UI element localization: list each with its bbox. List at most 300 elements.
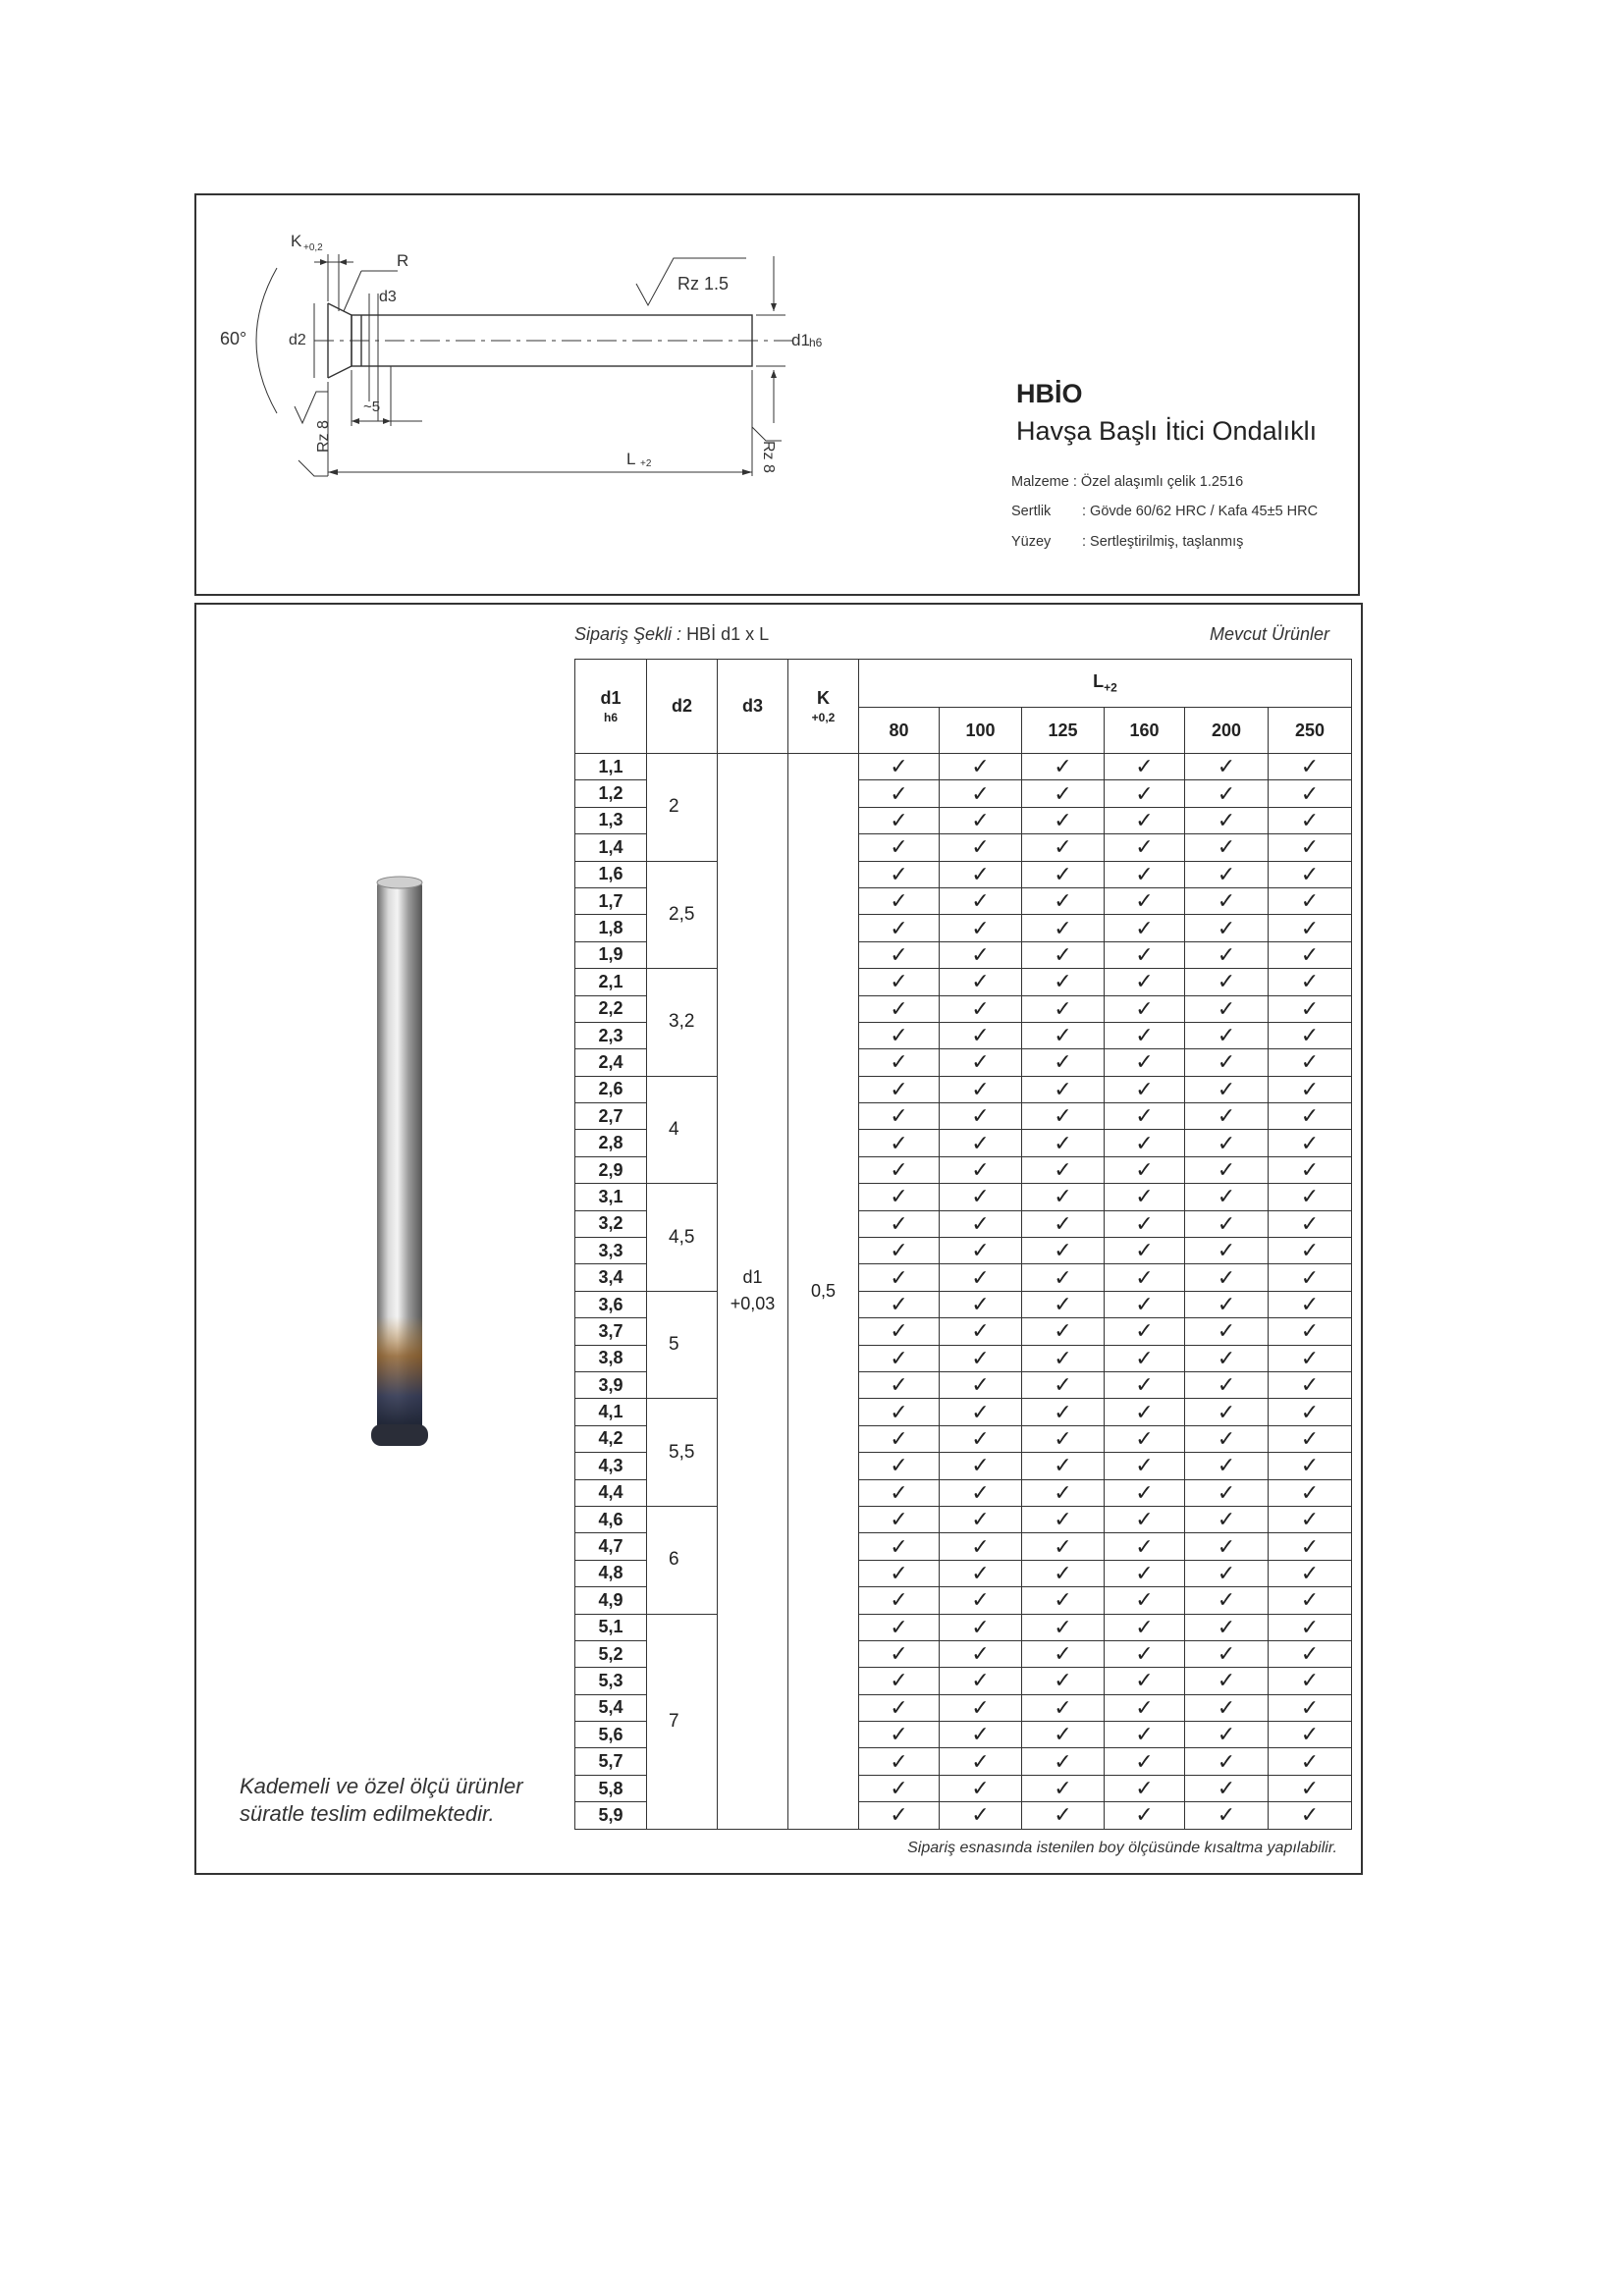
check-icon: ✓ xyxy=(859,1425,940,1452)
check-icon: ✓ xyxy=(940,1802,1022,1829)
header-k-sub: +0,2 xyxy=(811,711,836,724)
check-icon: ✓ xyxy=(859,1103,940,1130)
cell-d1: 4,8 xyxy=(575,1560,647,1586)
check-icon: ✓ xyxy=(1022,1614,1105,1640)
check-icon: ✓ xyxy=(1185,941,1269,968)
cell-d1: 4,9 xyxy=(575,1587,647,1614)
check-icon: ✓ xyxy=(1022,1775,1105,1801)
check-icon: ✓ xyxy=(1269,1238,1352,1264)
check-icon: ✓ xyxy=(859,1533,940,1560)
order-form-value: HBİ d1 x L xyxy=(686,624,770,644)
check-icon: ✓ xyxy=(1185,1533,1269,1560)
check-icon: ✓ xyxy=(940,1479,1022,1506)
check-icon: ✓ xyxy=(1105,1775,1185,1801)
cell-d1: 1,9 xyxy=(575,941,647,968)
product-table-box xyxy=(194,603,1363,1875)
check-icon: ✓ xyxy=(1269,1076,1352,1102)
cell-d1: 4,4 xyxy=(575,1479,647,1506)
check-icon: ✓ xyxy=(1022,1506,1105,1532)
cell-d1: 2,7 xyxy=(575,1103,647,1130)
header-length: 80 xyxy=(859,708,940,754)
spec-material xyxy=(1011,474,1243,490)
check-icon: ✓ xyxy=(1022,780,1105,807)
header-length: 200 xyxy=(1185,708,1269,754)
check-icon: ✓ xyxy=(859,1130,940,1156)
check-icon: ✓ xyxy=(1269,1318,1352,1345)
check-icon: ✓ xyxy=(859,1076,940,1102)
check-icon: ✓ xyxy=(859,995,940,1022)
check-icon: ✓ xyxy=(1022,861,1105,887)
check-icon: ✓ xyxy=(859,1506,940,1532)
check-icon: ✓ xyxy=(940,1184,1022,1210)
check-icon: ✓ xyxy=(1269,1748,1352,1775)
check-icon: ✓ xyxy=(1105,887,1185,914)
cell-d2: 5 xyxy=(647,1291,718,1399)
check-icon: ✓ xyxy=(1105,834,1185,861)
check-icon: ✓ xyxy=(1022,941,1105,968)
check-icon: ✓ xyxy=(940,1291,1022,1317)
check-icon: ✓ xyxy=(1185,1371,1269,1398)
header-d1-label: d1 xyxy=(600,688,622,708)
check-icon: ✓ xyxy=(940,969,1022,995)
cell-d1: 4,7 xyxy=(575,1533,647,1560)
check-icon: ✓ xyxy=(1105,780,1185,807)
cell-d1: 2,4 xyxy=(575,1049,647,1076)
check-icon: ✓ xyxy=(1105,754,1185,780)
check-icon: ✓ xyxy=(1269,995,1352,1022)
cell-d3-line1: d1 xyxy=(742,1267,763,1288)
check-icon: ✓ xyxy=(859,1560,940,1586)
check-icon: ✓ xyxy=(1022,969,1105,995)
check-icon: ✓ xyxy=(940,1076,1022,1102)
check-icon: ✓ xyxy=(1105,1748,1185,1775)
check-icon: ✓ xyxy=(1022,1103,1105,1130)
check-icon: ✓ xyxy=(940,1264,1022,1291)
check-icon: ✓ xyxy=(1185,1748,1269,1775)
check-icon: ✓ xyxy=(1022,1640,1105,1667)
check-icon: ✓ xyxy=(1269,1184,1352,1210)
check-icon: ✓ xyxy=(1185,1479,1269,1506)
check-icon: ✓ xyxy=(859,1022,940,1048)
spec-material-value: : Özel alaşımlı çelik 1.2516 xyxy=(1072,474,1244,490)
check-icon: ✓ xyxy=(940,1722,1022,1748)
check-icon: ✓ xyxy=(1022,1345,1105,1371)
check-icon: ✓ xyxy=(940,1560,1022,1586)
check-icon: ✓ xyxy=(1269,1425,1352,1452)
cell-d3-line2: +0,03 xyxy=(730,1294,776,1314)
check-icon: ✓ xyxy=(1269,887,1352,914)
check-icon: ✓ xyxy=(859,807,940,833)
check-icon: ✓ xyxy=(1269,834,1352,861)
check-icon: ✓ xyxy=(1269,1640,1352,1667)
cell-k: 0,5 xyxy=(788,754,859,1830)
check-icon: ✓ xyxy=(1269,754,1352,780)
check-icon: ✓ xyxy=(859,915,940,941)
check-icon: ✓ xyxy=(859,861,940,887)
product-table-body xyxy=(575,754,1352,1830)
header-length: 100 xyxy=(940,708,1022,754)
check-icon: ✓ xyxy=(1022,1184,1105,1210)
rz8-right-label: Rz 8 xyxy=(760,441,777,473)
check-icon: ✓ xyxy=(859,1694,940,1721)
header-l-sub: +2 xyxy=(1104,680,1117,695)
check-icon: ✓ xyxy=(1185,1587,1269,1614)
check-icon: ✓ xyxy=(1022,1264,1105,1291)
rz15-label: Rz 1.5 xyxy=(677,274,730,294)
check-icon: ✓ xyxy=(1105,1425,1185,1452)
check-icon: ✓ xyxy=(1185,807,1269,833)
check-icon: ✓ xyxy=(1022,1210,1105,1237)
check-icon: ✓ xyxy=(859,834,940,861)
check-icon: ✓ xyxy=(1022,1453,1105,1479)
cell-d1: 3,1 xyxy=(575,1184,647,1210)
angle-label: 60° xyxy=(220,329,247,348)
check-icon: ✓ xyxy=(1022,1694,1105,1721)
check-icon: ✓ xyxy=(859,887,940,914)
check-icon: ✓ xyxy=(859,1640,940,1667)
spec-surface-value: : Sertleştirilmiş, taşlanmış xyxy=(1082,534,1244,550)
cell-d1: 4,2 xyxy=(575,1425,647,1452)
header-k xyxy=(788,660,859,754)
table-row xyxy=(575,1399,1352,1425)
check-icon: ✓ xyxy=(1105,1022,1185,1048)
cell-d1: 2,6 xyxy=(575,1076,647,1102)
header-d2: d2 xyxy=(647,660,718,754)
promo-line-2: süratle teslim edilmektedir. xyxy=(240,1801,495,1826)
cell-d1: 1,8 xyxy=(575,915,647,941)
table-row xyxy=(575,969,1352,995)
check-icon: ✓ xyxy=(1269,1587,1352,1614)
check-icon: ✓ xyxy=(1269,1130,1352,1156)
check-icon: ✓ xyxy=(1022,1156,1105,1183)
cell-d1: 5,8 xyxy=(575,1775,647,1801)
table-row xyxy=(575,1184,1352,1210)
check-icon: ✓ xyxy=(859,1156,940,1183)
check-icon: ✓ xyxy=(940,887,1022,914)
table-row xyxy=(575,1506,1352,1532)
check-icon: ✓ xyxy=(940,915,1022,941)
header-length: 250 xyxy=(1269,708,1352,754)
cell-d2: 2 xyxy=(647,754,718,862)
check-icon: ✓ xyxy=(1105,1156,1185,1183)
check-icon: ✓ xyxy=(859,1371,940,1398)
check-icon: ✓ xyxy=(1185,1722,1269,1748)
check-icon: ✓ xyxy=(1185,1614,1269,1640)
check-icon: ✓ xyxy=(1022,1802,1105,1829)
spec-hardness xyxy=(1011,504,1318,519)
check-icon: ✓ xyxy=(1022,1425,1105,1452)
check-icon: ✓ xyxy=(859,1614,940,1640)
cell-d1: 3,4 xyxy=(575,1264,647,1291)
check-icon: ✓ xyxy=(940,1425,1022,1452)
cell-d1: 2,9 xyxy=(575,1156,647,1183)
check-icon: ✓ xyxy=(1269,1103,1352,1130)
cell-d1: 1,2 xyxy=(575,780,647,807)
check-icon: ✓ xyxy=(940,941,1022,968)
check-icon: ✓ xyxy=(1105,1533,1185,1560)
header-l-label: L xyxy=(1093,671,1105,692)
cell-d2: 7 xyxy=(647,1614,718,1829)
check-icon: ✓ xyxy=(1105,1722,1185,1748)
check-icon: ✓ xyxy=(1022,1587,1105,1614)
check-icon: ✓ xyxy=(1022,887,1105,914)
check-icon: ✓ xyxy=(1105,1399,1185,1425)
check-icon: ✓ xyxy=(859,1587,940,1614)
check-icon: ✓ xyxy=(859,1291,940,1317)
d1-dim-tol: h6 xyxy=(809,336,823,349)
cell-d1: 4,3 xyxy=(575,1453,647,1479)
check-icon: ✓ xyxy=(1022,1722,1105,1748)
check-icon: ✓ xyxy=(1185,780,1269,807)
check-icon: ✓ xyxy=(940,1614,1022,1640)
check-icon: ✓ xyxy=(859,1049,940,1076)
check-icon: ✓ xyxy=(940,1668,1022,1694)
check-icon: ✓ xyxy=(859,1210,940,1237)
check-icon: ✓ xyxy=(1185,887,1269,914)
cell-d1: 2,2 xyxy=(575,995,647,1022)
cell-d1: 2,3 xyxy=(575,1022,647,1048)
check-icon: ✓ xyxy=(1185,1103,1269,1130)
check-icon: ✓ xyxy=(1185,1130,1269,1156)
shortening-note: Sipariş esnasında istenilen boy ölçüsünde kısaltma yapılabilir. xyxy=(907,1840,1337,1856)
check-icon: ✓ xyxy=(1185,1318,1269,1345)
check-icon: ✓ xyxy=(1185,1022,1269,1048)
check-icon: ✓ xyxy=(1105,1668,1185,1694)
check-icon: ✓ xyxy=(859,780,940,807)
check-icon: ✓ xyxy=(1022,1560,1105,1586)
check-icon: ✓ xyxy=(1185,1049,1269,1076)
check-icon: ✓ xyxy=(1105,1506,1185,1532)
check-icon: ✓ xyxy=(1269,941,1352,968)
check-icon: ✓ xyxy=(940,1345,1022,1371)
check-icon: ✓ xyxy=(1269,1722,1352,1748)
header-d3: d3 xyxy=(718,660,788,754)
header-d1-sub: h6 xyxy=(603,711,618,724)
cell-d1: 5,7 xyxy=(575,1748,647,1775)
check-icon: ✓ xyxy=(1185,1453,1269,1479)
spec-hardness-label: Sertlik xyxy=(1011,504,1052,519)
product-header-box xyxy=(194,193,1360,596)
check-icon: ✓ xyxy=(1105,1130,1185,1156)
check-icon: ✓ xyxy=(1022,1318,1105,1345)
check-icon: ✓ xyxy=(1105,1614,1185,1640)
l-dim-tol: +2 xyxy=(640,458,652,469)
cell-d2: 6 xyxy=(647,1506,718,1614)
check-icon: ✓ xyxy=(1269,1345,1352,1371)
check-icon: ✓ xyxy=(1269,915,1352,941)
check-icon: ✓ xyxy=(1022,1022,1105,1048)
check-icon: ✓ xyxy=(1105,807,1185,833)
check-icon: ✓ xyxy=(859,1184,940,1210)
check-icon: ✓ xyxy=(940,1103,1022,1130)
check-icon: ✓ xyxy=(1022,1399,1105,1425)
check-icon: ✓ xyxy=(1185,1640,1269,1667)
check-icon: ✓ xyxy=(859,1399,940,1425)
table-row xyxy=(575,1614,1352,1640)
check-icon: ✓ xyxy=(1022,1238,1105,1264)
order-form-label: Sipariş Şekli : xyxy=(574,624,682,644)
check-icon: ✓ xyxy=(1105,915,1185,941)
check-icon: ✓ xyxy=(859,1318,940,1345)
check-icon: ✓ xyxy=(1105,995,1185,1022)
check-icon: ✓ xyxy=(1105,1076,1185,1102)
check-icon: ✓ xyxy=(940,834,1022,861)
check-icon: ✓ xyxy=(1022,915,1105,941)
check-icon: ✓ xyxy=(859,1264,940,1291)
cell-d1: 5,6 xyxy=(575,1722,647,1748)
check-icon: ✓ xyxy=(859,941,940,968)
check-icon: ✓ xyxy=(1185,1425,1269,1452)
header-length: 125 xyxy=(1022,708,1105,754)
available-products-label: Mevcut Ürünler xyxy=(1209,624,1329,644)
check-icon: ✓ xyxy=(1185,834,1269,861)
check-icon: ✓ xyxy=(1269,1291,1352,1317)
check-icon: ✓ xyxy=(859,1238,940,1264)
check-icon: ✓ xyxy=(1105,1345,1185,1371)
header-l xyxy=(859,660,1352,708)
check-icon: ✓ xyxy=(940,1238,1022,1264)
k-dim-tol: +0,2 xyxy=(303,242,323,253)
check-icon: ✓ xyxy=(1185,969,1269,995)
cell-d1: 4,6 xyxy=(575,1506,647,1532)
table-row xyxy=(575,861,1352,887)
check-icon: ✓ xyxy=(1022,1049,1105,1076)
check-icon: ✓ xyxy=(1269,1533,1352,1560)
check-icon: ✓ xyxy=(1105,861,1185,887)
promo-text xyxy=(240,1773,523,1828)
check-icon: ✓ xyxy=(859,1748,940,1775)
table-row xyxy=(575,1076,1352,1102)
check-icon: ✓ xyxy=(1269,1479,1352,1506)
check-icon: ✓ xyxy=(1185,1345,1269,1371)
check-icon: ✓ xyxy=(1185,1399,1269,1425)
check-icon: ✓ xyxy=(1022,1748,1105,1775)
cell-d1: 1,6 xyxy=(575,861,647,887)
r-dim-label: R xyxy=(397,251,409,270)
product-name: Havşa Başlı İtici Ondalıklı xyxy=(1016,416,1318,446)
check-icon: ✓ xyxy=(1269,1264,1352,1291)
check-icon: ✓ xyxy=(940,1156,1022,1183)
check-icon: ✓ xyxy=(859,1775,940,1801)
cell-d1: 3,3 xyxy=(575,1238,647,1264)
check-icon: ✓ xyxy=(1185,1506,1269,1532)
check-icon: ✓ xyxy=(1105,1694,1185,1721)
check-icon: ✓ xyxy=(1105,1479,1185,1506)
check-icon: ✓ xyxy=(1185,1184,1269,1210)
table-row xyxy=(575,1291,1352,1317)
cell-d1: 3,9 xyxy=(575,1371,647,1398)
check-icon: ✓ xyxy=(1105,1291,1185,1317)
rz8-left-label: Rz 8 xyxy=(315,420,332,453)
check-icon: ✓ xyxy=(859,1479,940,1506)
check-icon: ✓ xyxy=(1185,1210,1269,1237)
check-icon: ✓ xyxy=(859,1453,940,1479)
header-k-label: K xyxy=(817,688,830,708)
cell-d3 xyxy=(718,754,788,1830)
check-icon: ✓ xyxy=(1185,915,1269,941)
header-d1 xyxy=(575,660,647,754)
d2-dim-label: d2 xyxy=(289,332,306,348)
check-icon: ✓ xyxy=(1269,969,1352,995)
check-icon: ✓ xyxy=(1105,1453,1185,1479)
cell-d1: 5,3 xyxy=(575,1668,647,1694)
pin-photo xyxy=(363,875,437,1454)
promo-line-1: Kademeli ve özel ölçü ürünler xyxy=(240,1774,523,1798)
check-icon: ✓ xyxy=(1269,1156,1352,1183)
check-icon: ✓ xyxy=(940,754,1022,780)
check-icon: ✓ xyxy=(940,1640,1022,1667)
check-icon: ✓ xyxy=(940,1506,1022,1532)
check-icon: ✓ xyxy=(1185,1802,1269,1829)
cell-d1: 1,4 xyxy=(575,834,647,861)
cell-d1: 2,1 xyxy=(575,969,647,995)
check-icon: ✓ xyxy=(1269,1614,1352,1640)
check-icon: ✓ xyxy=(940,1533,1022,1560)
check-icon: ✓ xyxy=(1185,1560,1269,1586)
check-icon: ✓ xyxy=(940,1694,1022,1721)
check-icon: ✓ xyxy=(940,1318,1022,1345)
check-icon: ✓ xyxy=(859,754,940,780)
check-icon: ✓ xyxy=(1105,1264,1185,1291)
check-icon: ✓ xyxy=(1105,1802,1185,1829)
check-icon: ✓ xyxy=(1022,807,1105,833)
cell-d1: 3,6 xyxy=(575,1291,647,1317)
check-icon: ✓ xyxy=(940,1453,1022,1479)
check-icon: ✓ xyxy=(1269,1506,1352,1532)
check-icon: ✓ xyxy=(1269,780,1352,807)
product-code: HBİO xyxy=(1016,379,1083,408)
cell-d1: 3,8 xyxy=(575,1345,647,1371)
spec-surface xyxy=(1011,534,1243,550)
check-icon: ✓ xyxy=(1105,1238,1185,1264)
cell-d1: 1,3 xyxy=(575,807,647,833)
cell-d2: 4 xyxy=(647,1076,718,1184)
cell-d1: 3,2 xyxy=(575,1210,647,1237)
check-icon: ✓ xyxy=(859,969,940,995)
check-icon: ✓ xyxy=(1022,1130,1105,1156)
check-icon: ✓ xyxy=(1105,1560,1185,1586)
d1-dim-label: d1 xyxy=(791,331,810,349)
check-icon: ✓ xyxy=(859,1722,940,1748)
check-icon: ✓ xyxy=(1185,1076,1269,1102)
order-form-line xyxy=(574,624,769,645)
l-dim-label: L xyxy=(626,450,636,468)
check-icon: ✓ xyxy=(1185,1264,1269,1291)
check-icon: ✓ xyxy=(1022,834,1105,861)
check-icon: ✓ xyxy=(1185,1238,1269,1264)
check-icon: ✓ xyxy=(1185,1668,1269,1694)
spec-hardness-value: : Gövde 60/62 HRC / Kafa 45±5 HRC xyxy=(1082,504,1319,519)
table-row xyxy=(575,754,1352,780)
cell-d2: 5,5 xyxy=(647,1399,718,1507)
check-icon: ✓ xyxy=(940,995,1022,1022)
check-icon: ✓ xyxy=(940,1748,1022,1775)
check-icon: ✓ xyxy=(1185,1694,1269,1721)
d3-dim-label: d3 xyxy=(379,289,397,305)
check-icon: ✓ xyxy=(940,780,1022,807)
cell-d1: 1,7 xyxy=(575,887,647,914)
check-icon: ✓ xyxy=(1269,1694,1352,1721)
check-icon: ✓ xyxy=(1185,995,1269,1022)
k-dim-label: K xyxy=(291,232,302,250)
check-icon: ✓ xyxy=(1105,1049,1185,1076)
check-icon: ✓ xyxy=(1022,1291,1105,1317)
check-icon: ✓ xyxy=(940,1371,1022,1398)
check-icon: ✓ xyxy=(1269,1775,1352,1801)
cell-d2: 4,5 xyxy=(647,1184,718,1292)
check-icon: ✓ xyxy=(1022,754,1105,780)
check-icon: ✓ xyxy=(1185,1291,1269,1317)
